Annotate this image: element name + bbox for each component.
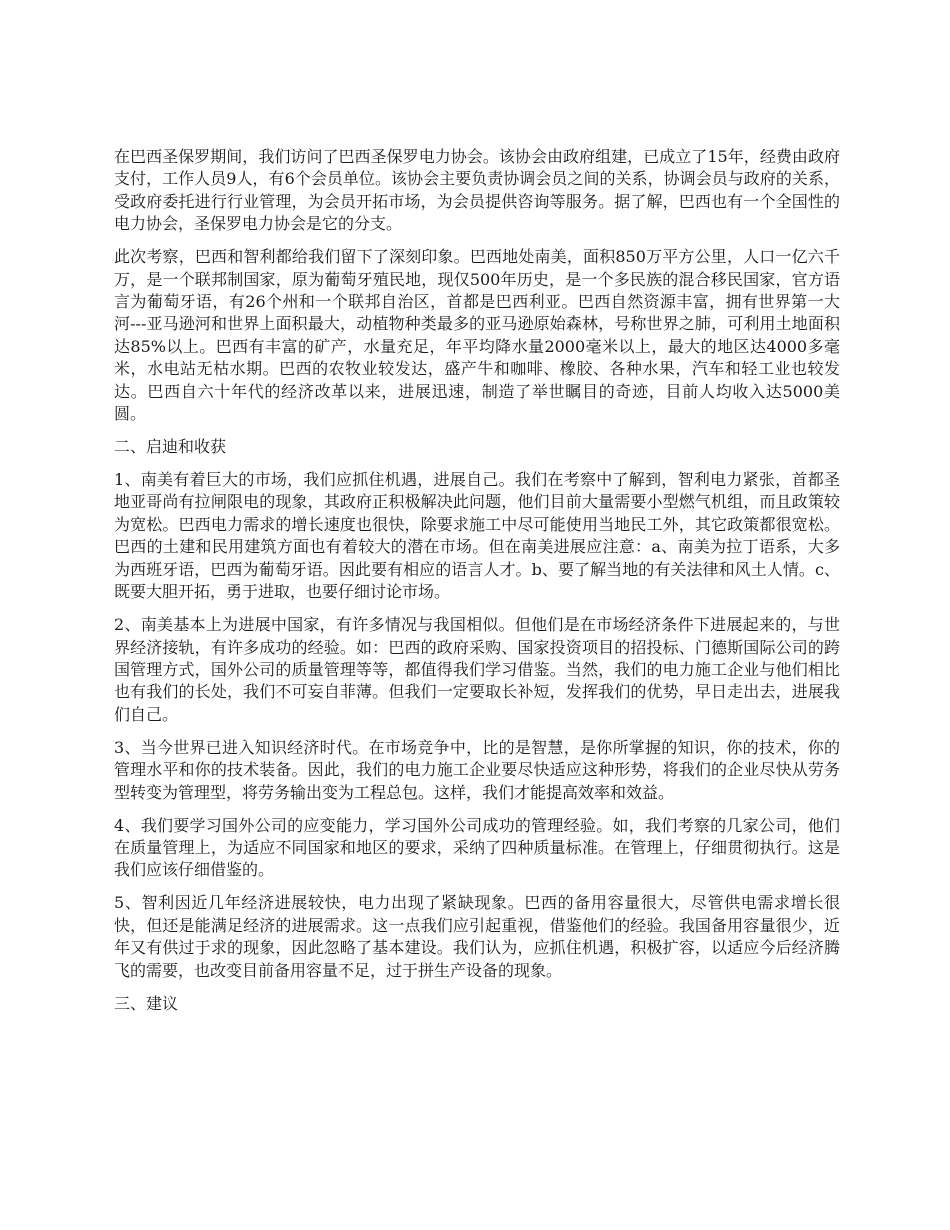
paragraph-point-5: 5、智利因近几年经济进展较快，电力出现了紧缺现象。巴西的备用容量很大，尽管供电需求增长很快，但还是能满足经济的进展需求。这一点我们应引起重视，借鉴他们的经验。我国备用容量很少，近年又有供过于求的现象，因此忽略了基本建设。我们认为，应抓住机遇，积极扩容，以适应今后经济腾飞的需要，也改变目前备用容量不足，过于拼生产设备的现象。 [114, 893, 840, 980]
section-heading-insights: 二、启迪和收获 [114, 437, 227, 457]
paragraph-point-1: 1、南美有着巨大的市场，我们应抓住机遇，进展自己。我们在考察中了解到，智利电力紧张，首都圣地亚哥尚有拉闸限电的现象，其政府正积极解决此问题，他们目前大量需要小型燃气机组，而且政策较为宽松。巴西电力需求的增长速度也很快，除要求施工中尽可能使用当地民工外，其它政策都很宽松。巴西的土建和民用建筑方面也有着较大的潜在市场。但在南美进展应注意：a、南美为拉丁语系，大多为西班牙语，巴西为葡萄牙语。因此要有相应的语言人才。b、要了解当地的有关法律和风土人情。c、既要大胆开拓，勇于进取，也要仔细讨论市场。 [114, 470, 840, 602]
paragraph-point-3: 3、当今世界已进入知识经济时代。在市场竞争中，比的是智慧，是你所掌握的知识，你的技术，你的管理水平和你的技术装备。因此，我们的电力施工企业要尽快适应这种形势，将我们的企业尽快从劳务型转变为管理型，将劳务输出变为工程总包。这样，我们才能提高效率和效益。 [114, 737, 840, 802]
paragraph-brazil-chile-impression: 此次考察，巴西和智利都给我们留下了深刻印象。巴西地处南美，面积850万平方公里，人口一亿六千万，是一个联邦制国家，原为葡萄牙殖民地，现仅500年历史，是一个多民族的混合移民国家，官方语言为葡萄牙语，有26个州和一个联邦自治区，首都是巴西利亚。巴西自然资源丰富，拥有世界第一大河---亚马逊河和世界上面积最大，动植物种类最多的亚马逊原始森林，号称世界之肺，可利用土地面积达85%以上。巴西有丰富的矿产，水量充足，年平均降水量2000毫米以上，最大的地区达4000多毫米，水电站无枯水期。巴西的农牧业较发达，盛产牛和咖啡、橡胶、各种水果，汽车和轻工业也较发达。巴西自六十年代的经济改革以来，进展迅速，制造了举世瞩目的奇迹，目前人均收入达5000美圆。 [114, 247, 840, 424]
document-body [114, 146, 840, 1026]
paragraph-sao-paulo-association: 在巴西圣保罗期间，我们访问了巴西圣保罗电力协会。该协会由政府组建，已成立了15年，经费由政府支付，工作人员9人，有6个会员单位。该协会主要负责协调会员之间的关系，协调会员与政府的关系，受政府委托进行行业管理，为会员开拓市场，为会员提供咨询等服务。据了解，巴西也有一个全国性的电力协会，圣保罗电力协会是它的分支。 [114, 147, 840, 234]
paragraph-point-2: 2、南美基本上为进展中国家，有许多情况与我国相似。但他们是在市场经济条件下进展起来的，与世界经济接轨，有许多成功的经验。如：巴西的政府采购、国家投资项目的招投标、门德斯国际公司的跨国管理方式，国外公司的质量管理等等，都值得我们学习借鉴。当然，我们的电力施工企业与他们相比也有我们的长处，我们不可妄自菲薄。但我们一定要取长补短，发挥我们的优势，早日走出去，进展我们自己。 [114, 615, 840, 724]
section-heading-suggestions: 三、建议 [114, 993, 179, 1013]
paragraph-point-4: 4、我们要学习国外公司的应变能力，学习国外公司成功的管理经验。如，我们考察的几家公司，他们在质量管理上，为适应不同国家和地区的要求，采纳了四种质量标准。在管理上，仔细贯彻执行。这是我们应该仔细借鉴的。 [114, 815, 840, 880]
